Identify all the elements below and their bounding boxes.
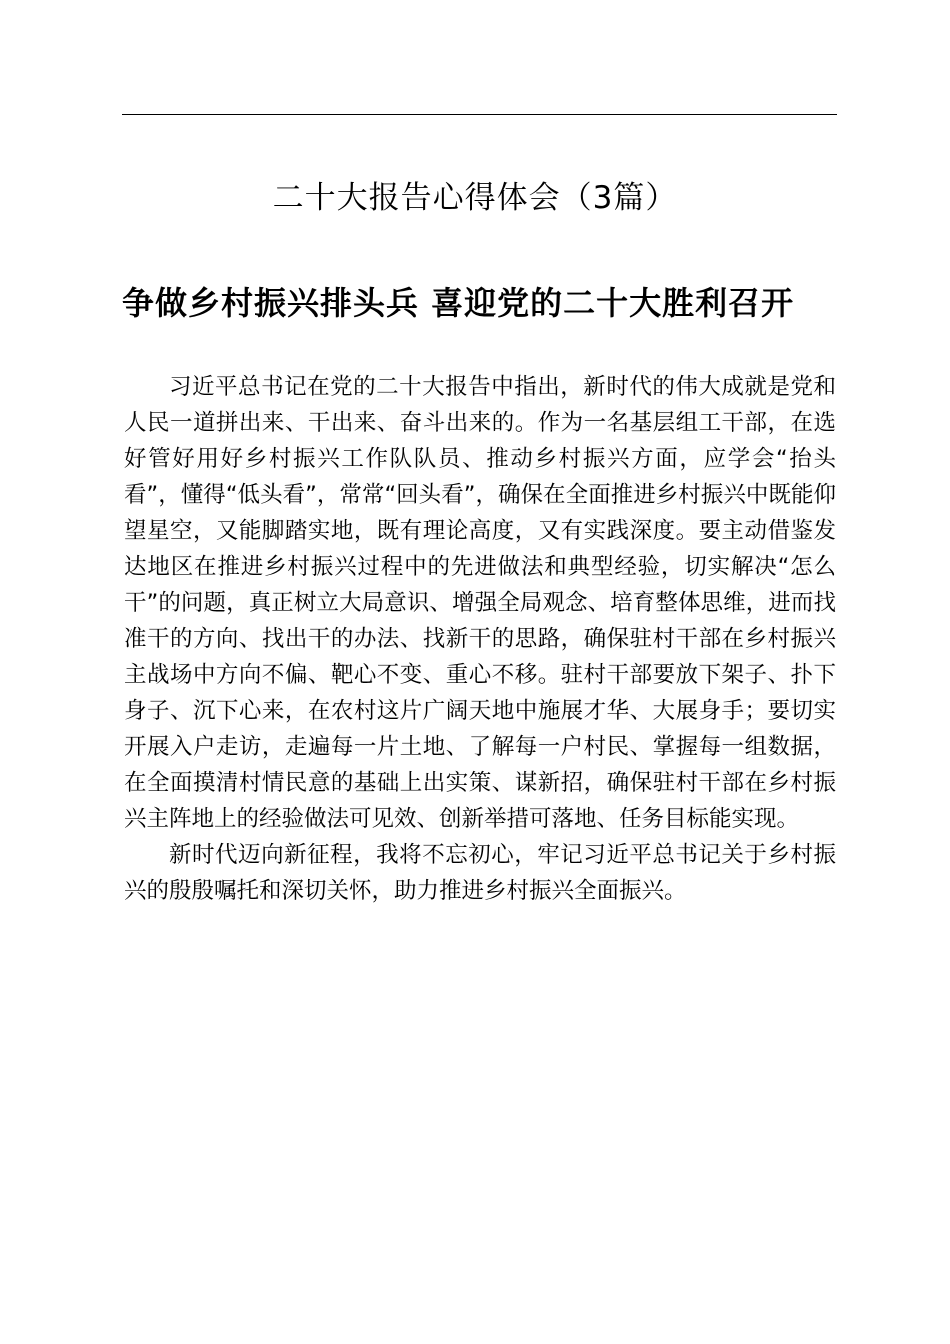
document-title: 二十大报告心得体会（3篇） (272, 180, 678, 216)
paragraph: 习近平总书记在党的二十大报告中指出，新时代的伟大成就是党和人民一道拼出来、干出来、奋斗出来的。作为一名基层组工干部，在选好管好用好乡村振兴工作队队员、推动乡村振兴方面，应学会“抬头看”，懂得“低头看”，常常“回头看”，确保在全面推进乡村振兴中既能仰望星空，又能脚踏实地，既有理论高度，又有实践深度。要主动借鉴发达地区在推进乡村振兴过程中的先进做法和典型经验，切实解决“怎么干”的问题，真正树立大局意识、增强全局观念、培育整体思维，进而找准干的方向、找出干的办法、找新干的思路，确保驻村干部在乡村振兴主战场中方向不偏、靶心不变、重心不移。驻村干部要放下架子、扑下身子、沉下心来，在农村这片广阔天地中施展才华、大展身手；要切实开展入户走访，走遍每一片土地、了解每一户村民、掌握每一组数据，在全面摸清村情民意的基础上出实策、谋新招，确保驻村干部在乡村振兴主阵地上的经验做法可见效、创新举措可落地、任务目标能实现。 (124, 374, 836, 832)
article-body (124, 369, 836, 909)
article-title: 争做乡村振兴排头兵 喜迎党的二十大胜利召开 (122, 284, 795, 322)
header-rule (122, 114, 837, 115)
paragraph: 新时代迈向新征程，我将不忘初心，牢记习近平总书记关于乡村振兴的殷殷嘱托和深切关怀，助力推进乡村振兴全面振兴。 (124, 842, 836, 904)
